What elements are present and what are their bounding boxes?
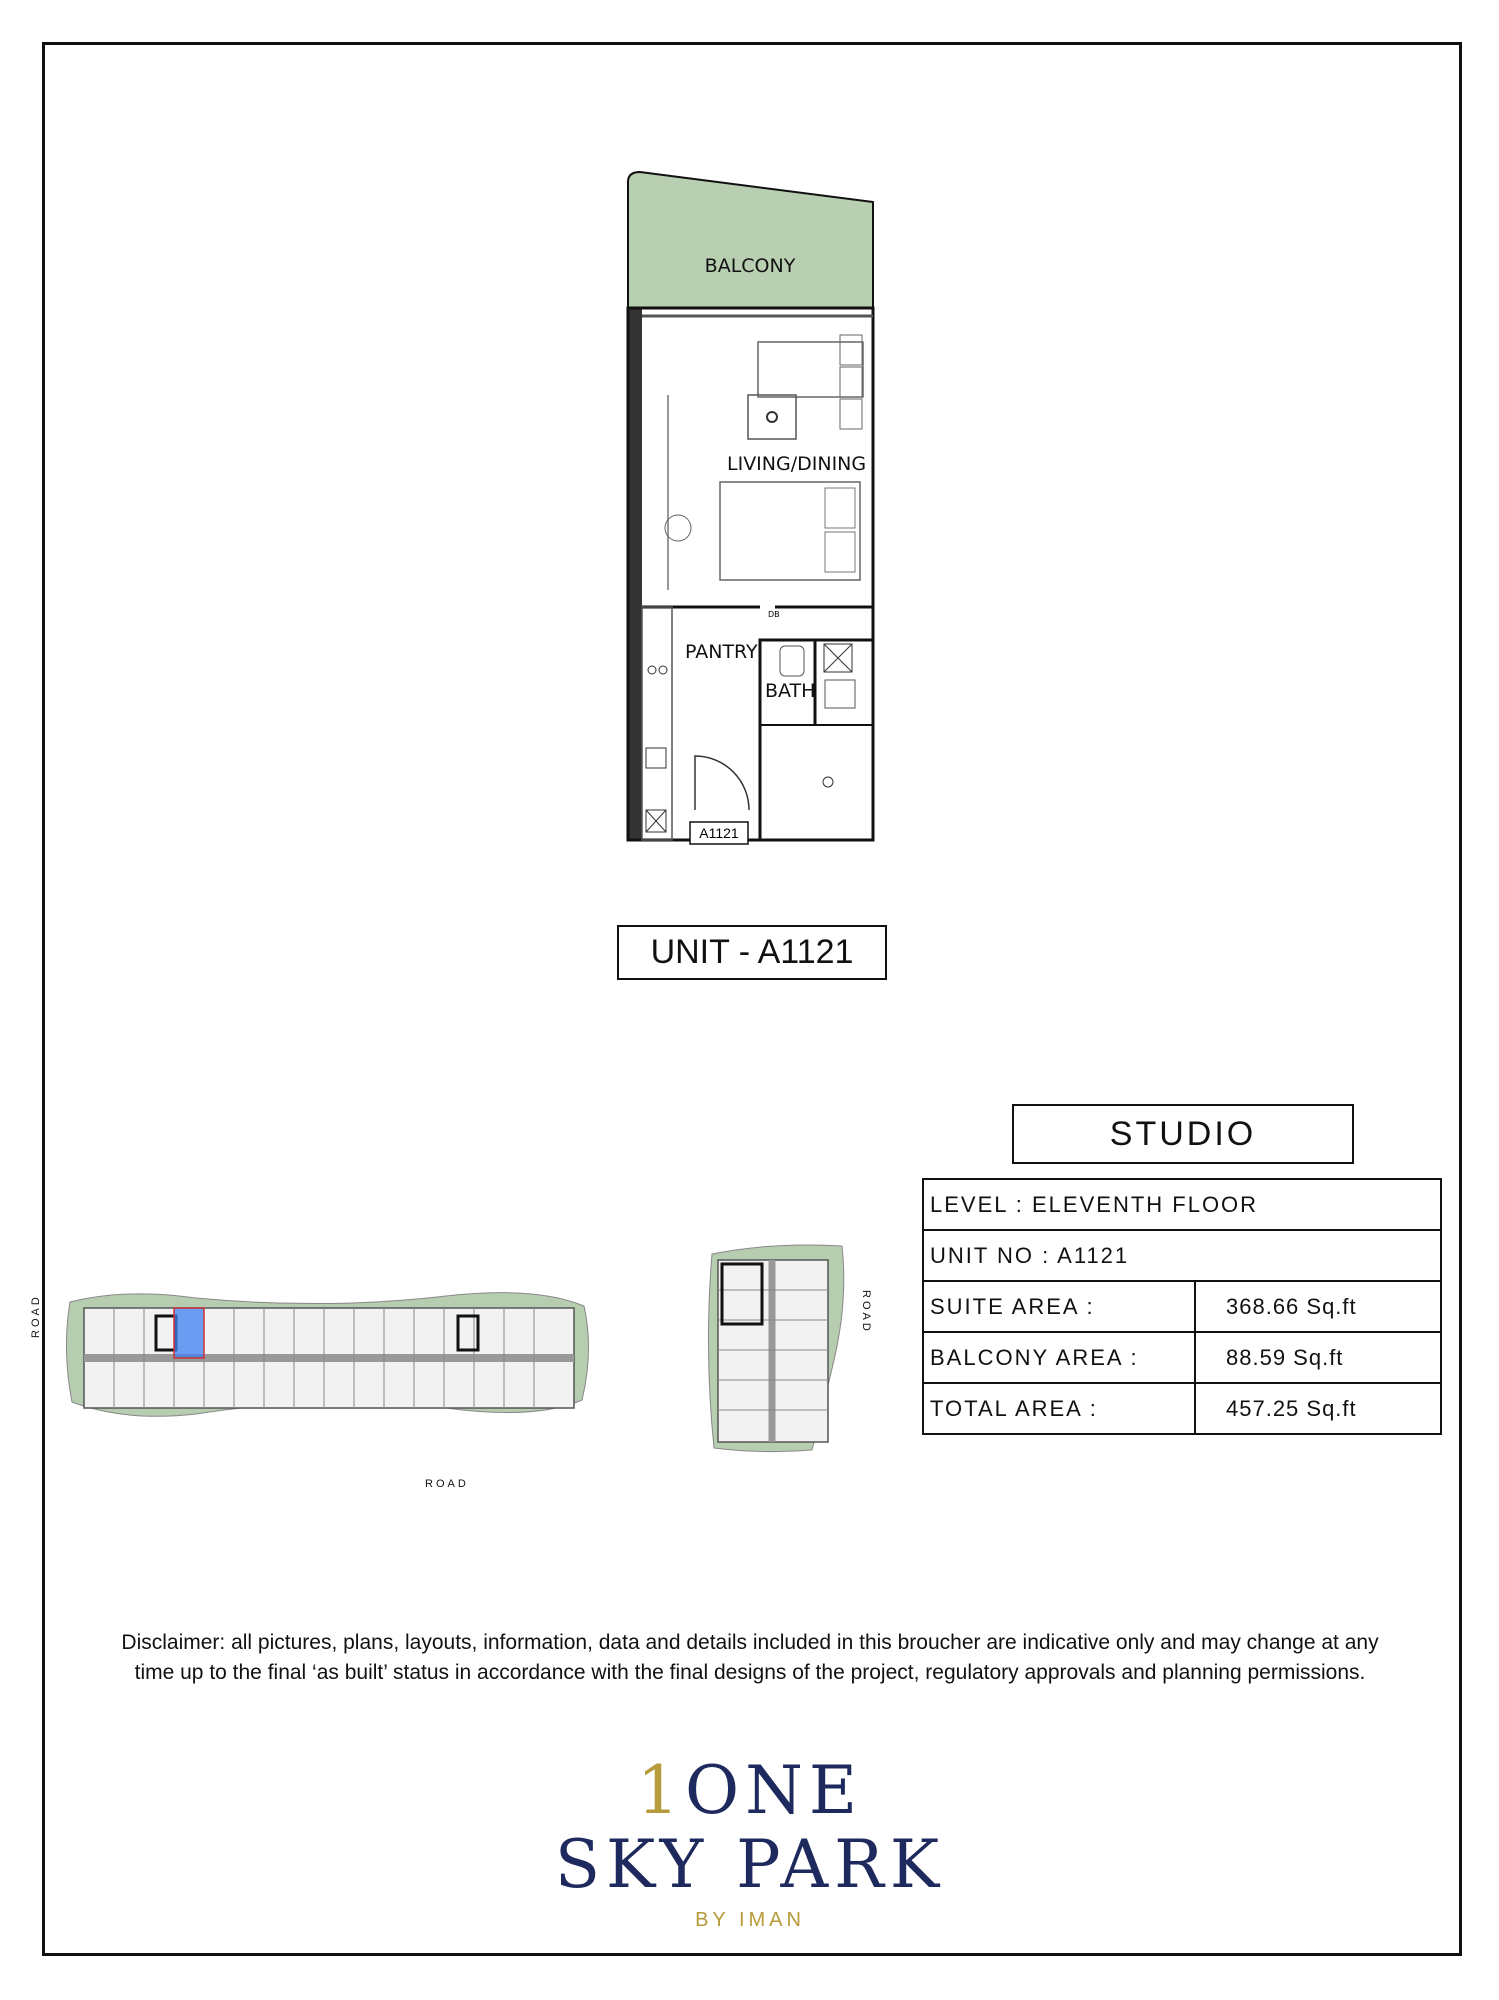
road-label-west: ROAD	[30, 1294, 42, 1338]
spec-row	[923, 1179, 1441, 1230]
logo-line-sky-park: SKY PARK	[554, 1826, 946, 1903]
balcony-area-label: BALCONY AREA :	[923, 1332, 1195, 1383]
unit-floor-plan	[600, 170, 900, 850]
unit-title: UNIT - A1121	[617, 925, 887, 980]
shower-drain	[823, 777, 833, 787]
suite-area-label: SUITE AREA :	[923, 1281, 1195, 1332]
unit-tag: A1121	[699, 825, 739, 841]
chair	[840, 367, 862, 397]
pillow	[825, 532, 855, 572]
entry-door	[695, 756, 749, 810]
spec-row	[923, 1230, 1441, 1281]
highlighted-unit	[174, 1308, 204, 1358]
living-dining-label: LIVING/DINING	[727, 453, 867, 475]
sink	[646, 748, 666, 768]
balcony-label: BALCONY	[704, 255, 796, 277]
pillow	[825, 488, 855, 528]
suite-area-value: 368.66 Sq.ft	[1195, 1281, 1441, 1332]
logo-word-one: ONE	[684, 1752, 864, 1829]
unit-type-title: STUDIO	[1012, 1104, 1354, 1164]
logo-line-one	[500, 1752, 1000, 1829]
db-label: DB	[768, 610, 780, 619]
basin	[825, 680, 855, 708]
unit-no-cell: UNIT NO : A1121	[923, 1230, 1441, 1281]
external-wall	[628, 308, 642, 840]
pantry-label: PANTRY	[685, 641, 758, 663]
spec-row	[923, 1332, 1441, 1383]
one-sky-park-logo	[500, 1752, 1000, 1932]
unit-outline	[628, 308, 873, 840]
spec-row	[923, 1383, 1441, 1434]
balcony-area-value: 88.59 Sq.ft	[1195, 1332, 1441, 1383]
logo-numeral: 1	[636, 1752, 685, 1829]
spec-row	[923, 1281, 1441, 1332]
key-plan-block-a	[66, 1290, 596, 1470]
chair	[840, 335, 862, 365]
toilet	[780, 646, 804, 676]
logo-line-by-iman: BY IMAN	[695, 1909, 805, 1931]
area-spec-table	[922, 1178, 1442, 1435]
balcony-area	[628, 172, 873, 308]
chair	[840, 399, 862, 429]
total-area-label: TOTAL AREA :	[923, 1383, 1195, 1434]
bath-label: BATH	[765, 680, 816, 702]
bed	[720, 482, 860, 580]
sofa	[758, 342, 863, 397]
hob	[648, 666, 656, 674]
key-plan-block-b	[702, 1240, 852, 1460]
hob	[659, 666, 667, 674]
level-cell: LEVEL : ELEVENTH FLOOR	[923, 1179, 1441, 1230]
total-area-value: 457.25 Sq.ft	[1195, 1383, 1441, 1434]
table-marker	[767, 412, 777, 422]
pantry-counter	[642, 607, 672, 840]
desk-chair	[665, 515, 691, 541]
disclaimer-text: Disclaimer: all pictures, plans, layouts, information, data and details included in this broucher are indicative only and may change at any time up to the final ‘as built’ status in accordance with the final designs of the project, regulatory approvals and planning permissions.	[121, 1631, 1379, 1684]
road-label-south: ROAD	[425, 1478, 469, 1490]
coffee-table	[748, 395, 796, 439]
road-label-east: ROAD	[860, 1290, 872, 1334]
